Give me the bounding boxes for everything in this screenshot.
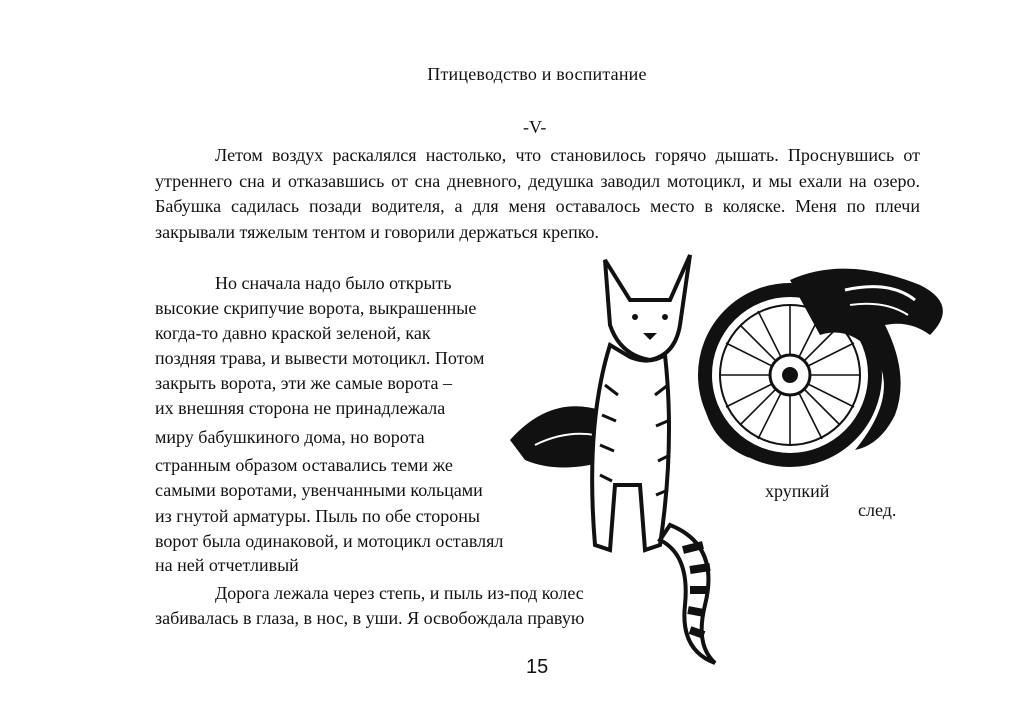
paragraph-2-line: ворот была одинаковой, и мотоцикл оставлял [155,531,504,551]
paragraph-2-line: миру бабушкиного дома, но ворота [155,427,425,447]
page-number: 15 [526,656,549,678]
paragraph-1-text: Летом воздух раскалялся настолько, что становилось горячо дышать. Проснувшись от утреннего сна и отказавшись от сна дневного, дедушка заводил мотоцикл, и мы ехали на озеро. Бабушка садилась позади водителя, а для меня оставалось место в коляске. Меня по плечи закрывали тяжелым тентом и говорили держаться крепко. [155,145,920,242]
paragraph-2-line: поздняя трава, и вывести мотоцикл. Потом [155,348,485,368]
paragraph-2-line: из гнутой арматуры. Пыль по обе стороны [155,506,480,526]
side-word-trace: след. [858,500,897,520]
paragraph-2-line: странным образом оставались теми же [155,455,453,475]
chapter-number: -V- [523,117,547,137]
fox-icon [510,255,715,663]
paragraph-3-line: забивалась в глаза, в нос, в уши. Я освобождала правую [155,608,585,628]
paragraph-2-line: на ней отчетливый [155,555,299,575]
paragraph-2-line: самыми воротами, увенчанными кольцами [155,480,483,500]
paragraph-2-line: когда-то давно краской зеленой, как [155,323,431,343]
paragraph-2-line: высокие скрипучие ворота, выкрашенные [155,298,477,318]
paragraph-1 [155,143,920,245]
paragraph-2-line: Но сначала надо было открыть [215,273,452,293]
motorcycle-wheel-icon [705,269,943,460]
fox-and-wheel-illustration [490,245,950,665]
paragraph-3-line: Дорога лежала через степь, и пыль из-под колес [215,583,584,603]
side-word-fragile: хрупкий [765,481,830,501]
page-header-title: Птицеводство и воспитание [427,64,647,84]
paragraph-2-line: их внешняя сторона не принадлежала [155,398,446,418]
paragraph-2-line: закрыть ворота, эти же самые ворота – [155,373,453,393]
